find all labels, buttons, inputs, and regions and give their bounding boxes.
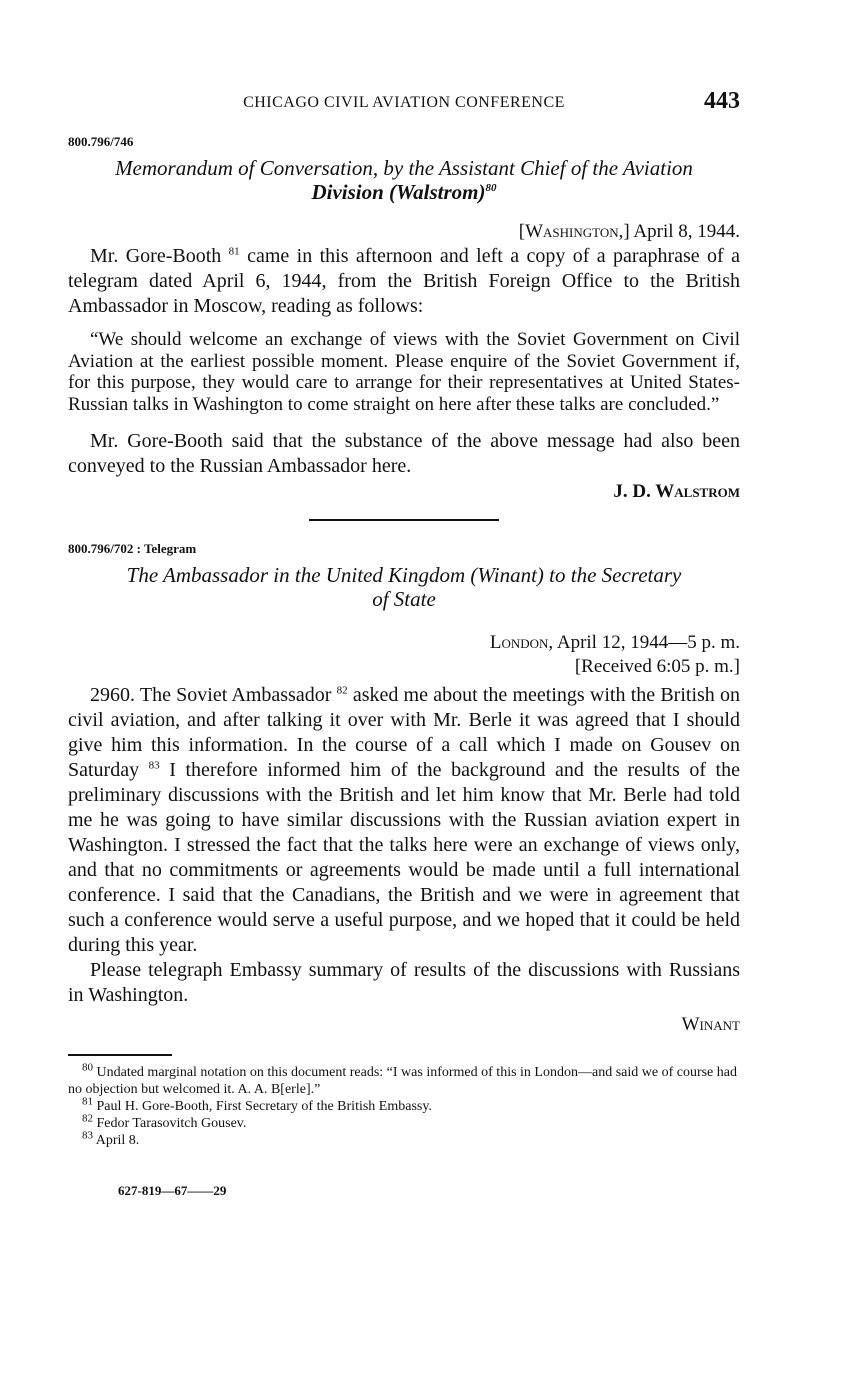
doc2-paragraph-2: Please telegraph Embassy summary of results of the discussions with Russians in Washington. [68,959,740,1006]
footnote-text: Fedor Tarasovitch Gousev. [96,1116,247,1131]
footnotes [68,1061,740,1149]
print-code: 627-819—67——29 [118,1183,227,1198]
running-head-title: CHICAGO CIVIL AVIATION CONFERENCE [243,94,565,111]
doc2-title [68,563,740,611]
doc2-signature: Winant [681,1014,740,1035]
doc1-para1-rest: came in this afternoon and left a copy of a paraphrase of a telegram dated April 6, 1944, from the British Foreign Office to the British Ambassador in Moscow, reading as follows: [68,245,740,317]
doc1-quote: “We should welcome an exchange of views with the Soviet Government on Civil Aviation at the earliest possible moment. Please enquire of the Soviet Government if, for this purpose, they would care to arrange for their representatives at United States-Russian talks in Washington to come straight on here after these talks are concluded.” [68,329,740,415]
footnote-number: 80 [82,1061,93,1074]
doc1-title [68,156,740,204]
footnote-number: 82 [82,1112,93,1125]
document-page [68,88,740,1199]
footnote-80 [68,1061,740,1098]
doc2-dateline-place: London, [489,632,554,653]
doc2-title-line1: The Ambassador in the United Kingdom (Winant) to the Secretary [126,563,682,587]
doc1-paragraph-2: Mr. Gore-Booth said that the substance of the above message had also been conveyed to the Russian Ambassador here. [68,430,740,477]
footnote-ref-80: 80 [485,182,497,194]
page-number: 443 [704,88,740,114]
footnote-text: April 8. [95,1133,140,1148]
doc2-paragraph-1 [68,683,740,958]
doc2-para1-rest: I therefore informed him of the background and the results of the preliminary discussions with the British and let him know that Mr. Berle had told me he was going to have similar discussions with the Russian aviation expert in Washington. I stressed the fact that the talks here were an exchange of views only, and that no commitments or agreements would be made until a full international conference. I said that the Canadians, the British and we were in agreement that such a conference would serve a useful purpose, and we hoped that it could be held during this year. [68,759,740,956]
footnote-82 [68,1112,740,1132]
section-divider [309,519,499,521]
doc1-dateline: [Washington,] April 8, 1944. [518,221,740,242]
footnote-ref-81: 81 [228,245,240,258]
doc1-file-number: 800.796/746 [68,134,134,149]
doc1-signature: J. D. Walstrom [613,481,740,502]
footnote-number: 83 [82,1129,93,1142]
doc1-title-line2: Division (Walstrom) [311,180,486,204]
footnote-83 [68,1129,740,1149]
doc2-dateline-text: April 12, 1944—5 p. m. [556,632,740,653]
doc2-received: [Received 6:05 p. m.] [574,656,740,677]
doc2-para1-middle: asked me about the meetings with the British on civil aviation, and after talking it over with Mr. Berle it was agreed that I should give him this information. In the course of a call which I made on Gousev on Saturday [68,684,741,781]
doc1-title-line1: Memorandum of Conversation, by the Assistant Chief of the Aviation [115,156,693,180]
footnote-ref-83: 83 [148,759,160,772]
footnote-81 [68,1095,740,1115]
running-head [68,88,740,122]
doc1-para1-start: Mr. Gore-Booth [90,245,222,267]
doc2-file-number: 800.796/702 : Telegram [68,541,197,556]
footnote-ref-82: 82 [336,684,348,697]
doc1-paragraph-1 [68,244,740,319]
footnote-rule [68,1054,172,1056]
doc2-para1-start: 2960. The Soviet Ambassador [90,684,332,706]
doc2-dateline [68,631,740,655]
footnote-text: Paul H. Gore-Booth, First Secretary of the British Embassy. [96,1099,432,1114]
doc2-title-line2: of State [372,587,436,611]
doc1-date: April 8, 1944. [633,221,740,242]
doc1-title-line2-wrap [68,180,740,204]
doc1-date-place: Washington, [525,221,624,242]
footnote-text: Undated marginal notation on this document reads: “I was informed of this in London—and said we of course had no objection but welcomed it. A. A. B[erle].” [68,1065,737,1097]
footnote-number: 81 [82,1095,93,1108]
